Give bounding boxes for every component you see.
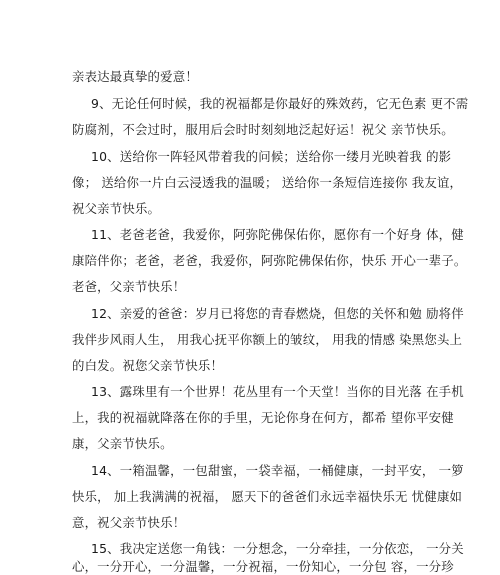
paragraph-14-line-2: 快乐， 加上我满满的祝福， 愿天下的爸爸们永远幸福快乐无 忧健康如 xyxy=(72,489,463,504)
paragraph-9-line-2: 防腐剂，不会过时，服用后会时时刻刻地泛起好运！祝父 亲节快乐。 xyxy=(72,122,454,137)
paragraph-10-line-1: 10、送给你一阵轻风带着我的问候；送给你一缕月光映着我 的影 xyxy=(91,149,452,164)
paragraph-15-line-1: 15、我决定送您一角钱：一分想念，一分牵挂，一分依恋， 一分关 xyxy=(91,541,464,556)
paragraph-11-line-3: 老爸，父亲节快乐！ xyxy=(72,279,186,294)
paragraph-11-line-1: 11、老爸老爸，我爱你，阿弥陀佛保佑你，愿你有一个好身 体，健 xyxy=(91,227,464,242)
paragraph-12-line-2: 我伴步风雨人生， 用我心抚平你额上的皱纹， 用我的情感 染黑您头上 xyxy=(72,332,463,347)
paragraph-14-line-1: 14、一箱温馨，一包甜蜜，一袋幸福，一桶健康，一封平安， 一箩 xyxy=(91,463,464,478)
paragraph-14-line-3: 意，祝父亲节快乐！ xyxy=(72,515,186,530)
paragraph-15-line-2-partial: 心，一分开心，一分温馨，一分祝福，一份知心，一分包 容，一分珍 xyxy=(72,559,454,574)
paragraph-8-line-3: 亲表达最真挚的爱意！ xyxy=(72,69,198,84)
paragraph-10-line-2: 像； 送给你一片白云浸透我的温暖； 送给你一条短信连接你 我友谊， xyxy=(72,175,463,190)
paragraph-13-line-3: 康，父亲节快乐。 xyxy=(72,436,173,451)
paragraph-10-line-3: 祝父亲节快乐。 xyxy=(72,201,161,216)
paragraph-12-line-3: 的白发。祝您父亲节快乐！ xyxy=(72,358,224,373)
paragraph-13-line-1: 13、露珠里有一个世界！花丛里有一个天堂！当你的目光落 在手机 xyxy=(91,384,464,399)
paragraph-11-line-2: 康陪伴你；老爸，老爸，我爱你，阿弥陀佛保佑你，快乐 开心一辈子。 xyxy=(72,253,467,268)
paragraph-9-line-1: 9、无论任何时候，我的祝福都是你最好的殊效药，它无色素 更不需 xyxy=(91,96,469,111)
paragraph-13-line-2: 上，我的祝福就降落在你的手里，无论你身在何方，都希 望你平安健 xyxy=(72,410,454,425)
paragraph-12-line-1: 12、亲爱的爸爸：岁月已将您的青春燃烧，但您的关怀和勉 励将伴 xyxy=(91,306,464,321)
